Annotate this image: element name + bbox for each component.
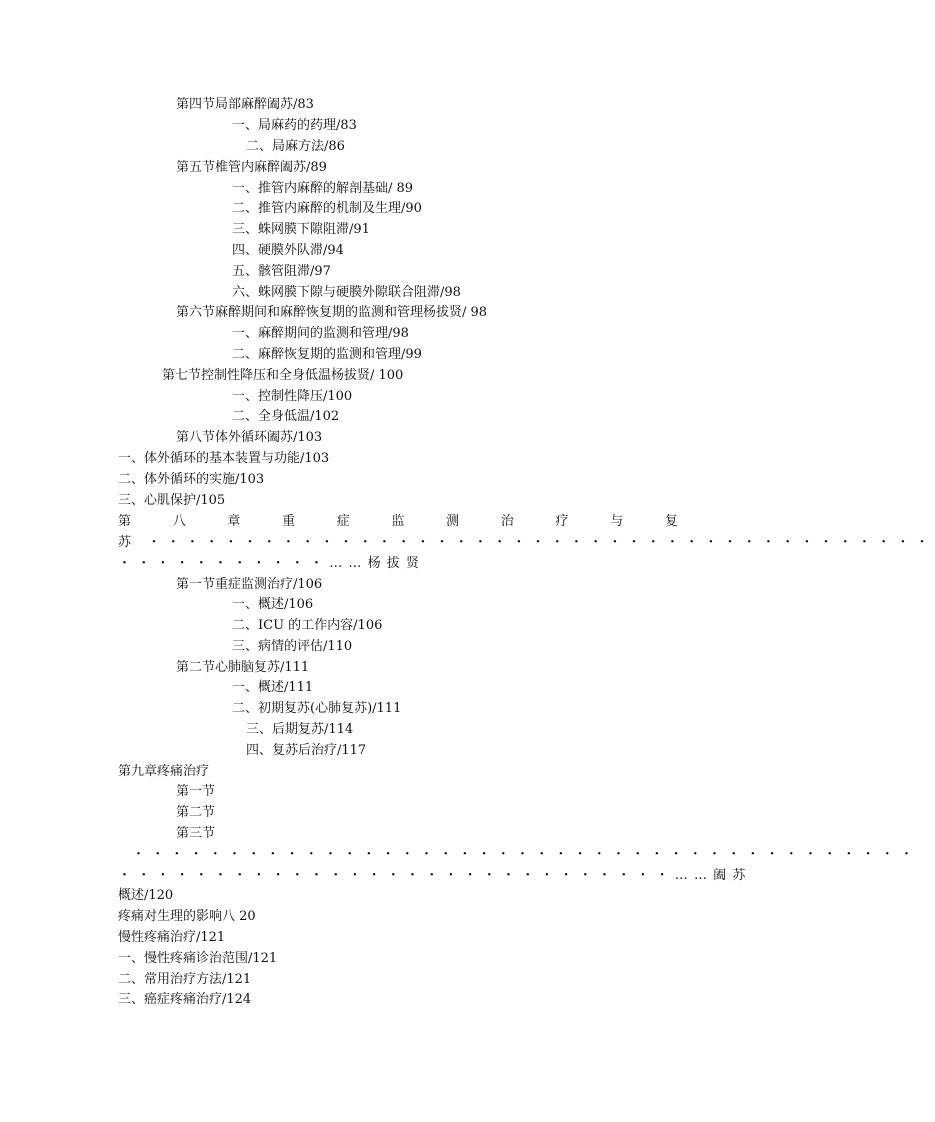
heading-char: 重 bbox=[282, 514, 296, 529]
toc-section-1: 第一节 bbox=[176, 784, 216, 799]
toc-item: 五、骸管阻滞/97 bbox=[232, 264, 331, 279]
toc-item: 三、癌症疼痛治疗/124 bbox=[118, 992, 252, 1007]
toc-item: 慢性疼痛治疗/121 bbox=[118, 930, 226, 945]
toc-item: 二、常用治疗方法/121 bbox=[118, 972, 252, 987]
toc-item: 三、后期复苏/114 bbox=[246, 722, 354, 737]
toc-item: 二、推管内麻醉的机制及生理/90 bbox=[232, 201, 422, 216]
heading-char: 症 bbox=[336, 514, 350, 529]
chapter-8-author-line: ・・・・・・・・・・・……杨拔贤 bbox=[118, 556, 426, 571]
toc-item: 六、蛛网膜下隙与硬膜外隙联合阻滞/98 bbox=[232, 285, 461, 300]
toc-item: 一、控制性降压/100 bbox=[232, 389, 353, 404]
toc-section-5: 第五节椎管内麻醉阖苏/89 bbox=[176, 160, 327, 175]
toc-item: 一、概述/106 bbox=[232, 597, 314, 612]
toc-item: 一、麻醉期间的监测和管理/98 bbox=[232, 326, 409, 341]
toc-section-3: 第三节 bbox=[176, 826, 216, 841]
toc-item: 一、慢性疼痛诊治范围/121 bbox=[118, 951, 278, 966]
heading-char: 八 bbox=[172, 514, 186, 529]
toc-section-2: 第二节心肺脑复苏/111 bbox=[176, 660, 310, 675]
toc-item: 二、ICU 的工作内容/106 bbox=[232, 618, 383, 633]
toc-section-8: 第八节体外循环阖苏/103 bbox=[176, 430, 323, 445]
toc-item: 一、推管内麻醉的解剖基础/ 89 bbox=[232, 181, 414, 196]
chapter-9-heading: 第九章疼痛治疗 bbox=[118, 764, 210, 779]
toc-section-2: 第二节 bbox=[176, 805, 216, 820]
toc-item: 一、概述/111 bbox=[232, 680, 314, 695]
toc-section-1: 第一节重症监测治疗/106 bbox=[176, 577, 323, 592]
chapter-8-dot-leader: 苏 ・・・・・・・・・・・・・・・・・・・・・・・・・・・・・・・・・・・・・・・・・ bbox=[118, 535, 935, 550]
toc-item: 三、病情的评估/110 bbox=[232, 639, 353, 654]
dot-leader: ・・・・・・・・・・・・・・・・・・・・・・・・・・・・・・・・・・・・・・・・・ bbox=[132, 847, 920, 862]
toc-item: 四、复苏后治疗/117 bbox=[246, 743, 367, 758]
heading-char: 第 bbox=[118, 514, 132, 529]
chapter-8-heading bbox=[118, 512, 678, 532]
toc-item: 二、体外循环的实施/103 bbox=[118, 472, 265, 487]
toc-section-7: 第七节控制性降压和全身低温杨拔贤/ 100 bbox=[162, 368, 404, 383]
heading-char: 测 bbox=[446, 514, 460, 529]
toc-item: 二、初期复苏(心肺复苏)/111 bbox=[232, 701, 402, 716]
heading-char: 疗 bbox=[555, 514, 569, 529]
toc-item: 三、蛛网膜下隙阻滞/91 bbox=[232, 222, 370, 237]
heading-char: 复 bbox=[664, 514, 678, 529]
toc-item: 一、局麻药的药理/83 bbox=[232, 118, 357, 133]
toc-item: 一、体外循环的基本装置与功能/103 bbox=[118, 451, 330, 466]
toc-item: 概述/120 bbox=[118, 888, 174, 903]
toc-section-6: 第六节麻醉期间和麻醉恢复期的监测和管理杨拔贤/ 98 bbox=[176, 305, 488, 320]
toc-section-4: 第四节局部麻醉阖苏/83 bbox=[176, 97, 314, 112]
toc-item: 二、局麻方法/86 bbox=[246, 139, 345, 154]
heading-char: 治 bbox=[500, 514, 514, 529]
heading-char: 与 bbox=[610, 514, 624, 529]
heading-char: 章 bbox=[227, 514, 241, 529]
toc-item: 二、麻醉恢复期的监测和管理/99 bbox=[232, 347, 422, 362]
toc-item: 四、硬膜外队滞/94 bbox=[232, 243, 344, 258]
dot-leader-author: ・・・・・・・・・・・・・・・・・・・・・・・・・・・・・……阖苏 bbox=[118, 868, 752, 883]
toc-item: 二、全身低温/102 bbox=[232, 409, 340, 424]
toc-item: 疼痛对生理的影响八 20 bbox=[118, 909, 256, 924]
heading-char: 监 bbox=[391, 514, 405, 529]
toc-item: 三、心肌保护/105 bbox=[118, 493, 226, 508]
